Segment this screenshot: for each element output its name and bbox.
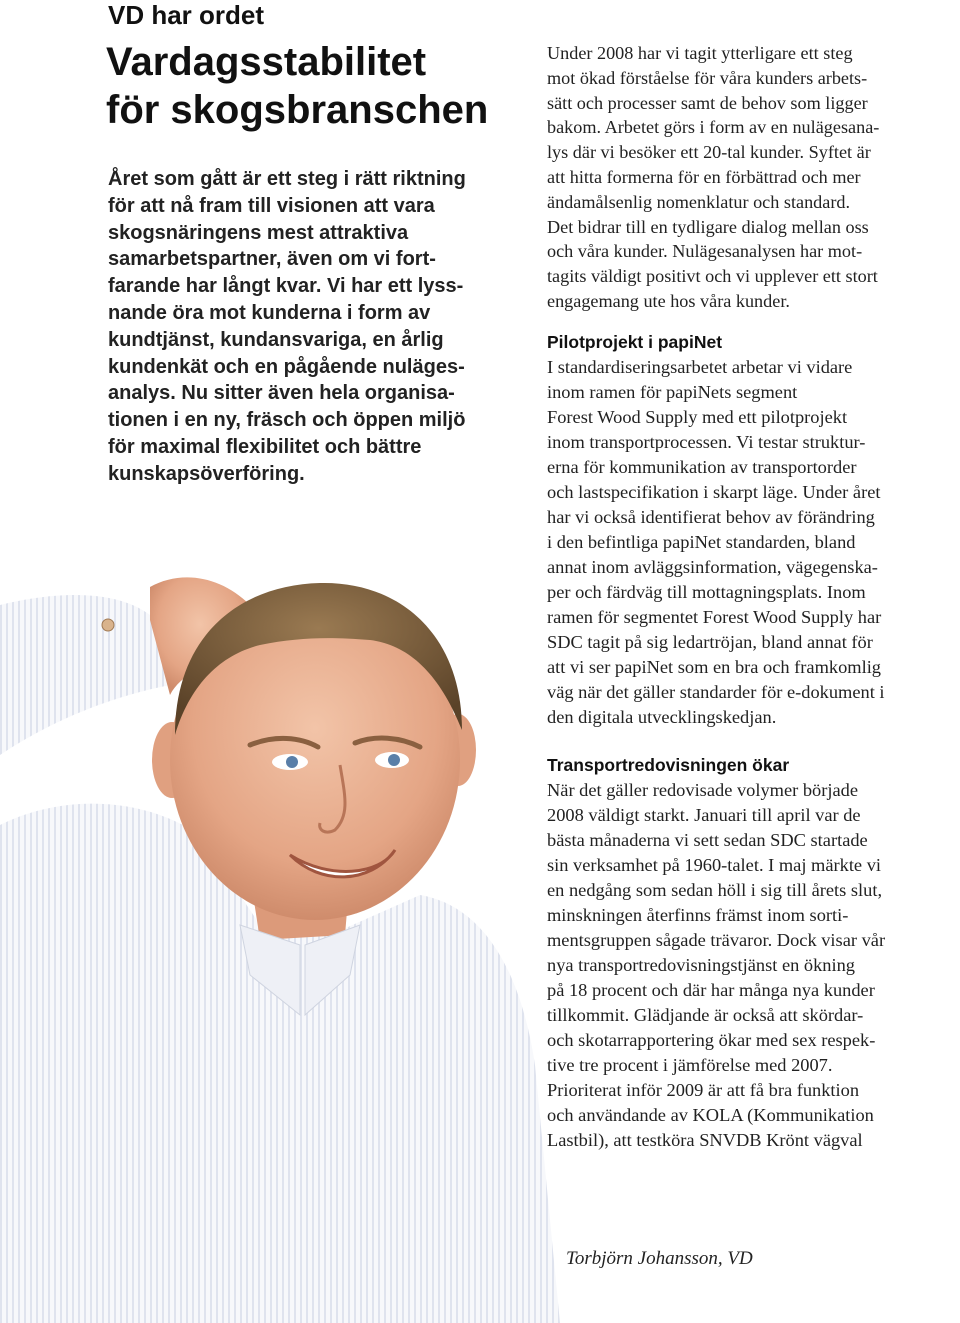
text-line: och våra kunder. Nulägesanalysen har mot- — [547, 241, 863, 262]
section-pilotprojekt — [547, 330, 960, 730]
text-line: Lastbil), att testköra SNVDB Krönt vägval — [547, 1129, 863, 1150]
title-line: Vardagsstabilitet — [106, 40, 427, 84]
text-line: att hitta formerna för en förbättrad och mer — [547, 166, 861, 187]
text-line: Under 2008 har vi tagit ytterligare ett steg — [547, 43, 853, 63]
text-line: I standardiseringsarbetet arbetar vi vidare — [547, 356, 853, 377]
ingress-line: nande öra mot kunderna i form av — [108, 301, 431, 324]
text-line: och skotarrapportering ökar med sex respek- — [547, 1029, 876, 1050]
text-line: 2008 väldigt starkt. Januari till april var de — [547, 804, 861, 825]
text-line: annat inom avläggsinformation, vägegenska- — [547, 556, 878, 577]
ingress-line: kundenkät och en pågående nuläges- — [108, 355, 465, 378]
text-line: väg när det gäller standarder för e-dokument i — [547, 681, 885, 702]
text-line: på 18 procent och där har många nya kunder — [547, 979, 875, 1000]
text-line: per och färdväg till mottagningsplats. Inom — [547, 581, 866, 602]
text-line: mentsgruppen sågade trävaror. Dock visar vår — [547, 929, 886, 950]
text-line: ramen för segmentet Forest Wood Supply har — [547, 606, 882, 627]
title-line: för skogsbranschen — [106, 88, 489, 132]
text-line: inom ramen för papiNets segment — [547, 381, 798, 402]
text-line: minskningen återfinns främst inom sorti- — [547, 904, 849, 925]
ingress-line: kunskapsöverföring. — [108, 462, 305, 485]
intro-paragraph — [547, 41, 960, 314]
text-line: tagits väldigt positivt och vi upplever ett stort — [547, 266, 878, 287]
ingress-line: farande har långt kvar. Vi har ett lyss- — [108, 275, 464, 298]
text-line: När det gäller redovisade volymer började — [547, 779, 858, 800]
text-line: mot ökad förståelse för våra kunders arbets- — [547, 67, 868, 88]
signature-caption: Torbjörn Johansson, VD — [566, 1248, 753, 1269]
ingress-line: för maximal flexibilitet och bättre — [108, 435, 422, 458]
text-line: erna för kommunikation av transportorder — [547, 456, 857, 477]
text-line: tive tre procent i jämförelse med 2007. — [547, 1054, 833, 1075]
text-line: Forest Wood Supply med ett pilotprojekt — [547, 406, 848, 427]
ingress-line: analys. Nu sitter även hela organisa- — [108, 382, 455, 405]
text-line: Det bidrar till en tydligare dialog mellan oss — [547, 216, 869, 237]
text-line: och användande av KOLA (Kommunikation — [547, 1104, 874, 1125]
text-line: inom transportprocessen. Vi testar struktur- — [547, 431, 866, 452]
page-title — [106, 38, 536, 134]
text-line: att vi ser papiNet som en bra och framkomlig — [547, 656, 882, 677]
text-line: nya transportredovisningstjänst en ökning — [547, 954, 855, 975]
ingress-line: kundtjänst, kundansvariga, en årlig — [108, 328, 444, 351]
body-column — [547, 41, 960, 1153]
text-line: sin verksamhet på 1960-talet. I maj märkte vi — [547, 854, 881, 875]
portrait-photo — [0, 545, 560, 1323]
section-kicker: VD har ordet — [108, 0, 265, 30]
text-line: engagemang ute hos våra kunder. — [547, 290, 790, 311]
text-line: ändamålsenlig nomenklatur och standard. — [547, 191, 851, 212]
text-line: tillkommit. Glädjande är också att skördar- — [547, 1004, 864, 1025]
text-line: och lastspecifikation i skarpt läge. Under året — [547, 481, 881, 502]
ingress-line: för att nå fram till visionen att vara — [108, 194, 435, 217]
ingress-line: skogsnäringens mest attraktiva — [108, 221, 409, 244]
text-line: bakom. Arbetet görs i form av en nulägesana- — [547, 117, 880, 138]
text-line: sätt och processer samt de behov som ligger — [547, 92, 868, 113]
text-line: i den befintliga papiNet standarden, bland — [547, 531, 856, 552]
text-line: SDC tagit på sig ledartröjan, bland annat för — [547, 631, 873, 652]
section-heading: Pilotprojekt i papiNet — [547, 331, 723, 352]
section-transportredovisning — [547, 753, 960, 1153]
text-line: bästa månaderna vi sett sedan SDC startade — [547, 829, 868, 850]
ingress-line: tionen i en ny, fräsch och öppen miljö — [108, 409, 466, 432]
text-line: en nedgång som sedan höll i sig till årets slut, — [547, 879, 883, 900]
ingress-paragraph — [108, 166, 528, 488]
ingress-line: Året som gått är ett steg i rätt riktning — [108, 168, 466, 190]
text-line: har vi också identifierat behov av förändring — [547, 506, 875, 527]
section-heading: Transportredovisningen ökar — [547, 754, 790, 775]
sleeve — [0, 595, 170, 755]
text-line: Prioriterat inför 2009 är att få bra funktion — [547, 1079, 860, 1100]
text-line: lys där vi besöker ett 20-tal kunder. Syftet är — [547, 142, 871, 163]
ingress-line: samarbetspartner, även om vi fort- — [108, 248, 436, 271]
text-line: den digitala utvecklingskedjan. — [547, 706, 777, 727]
